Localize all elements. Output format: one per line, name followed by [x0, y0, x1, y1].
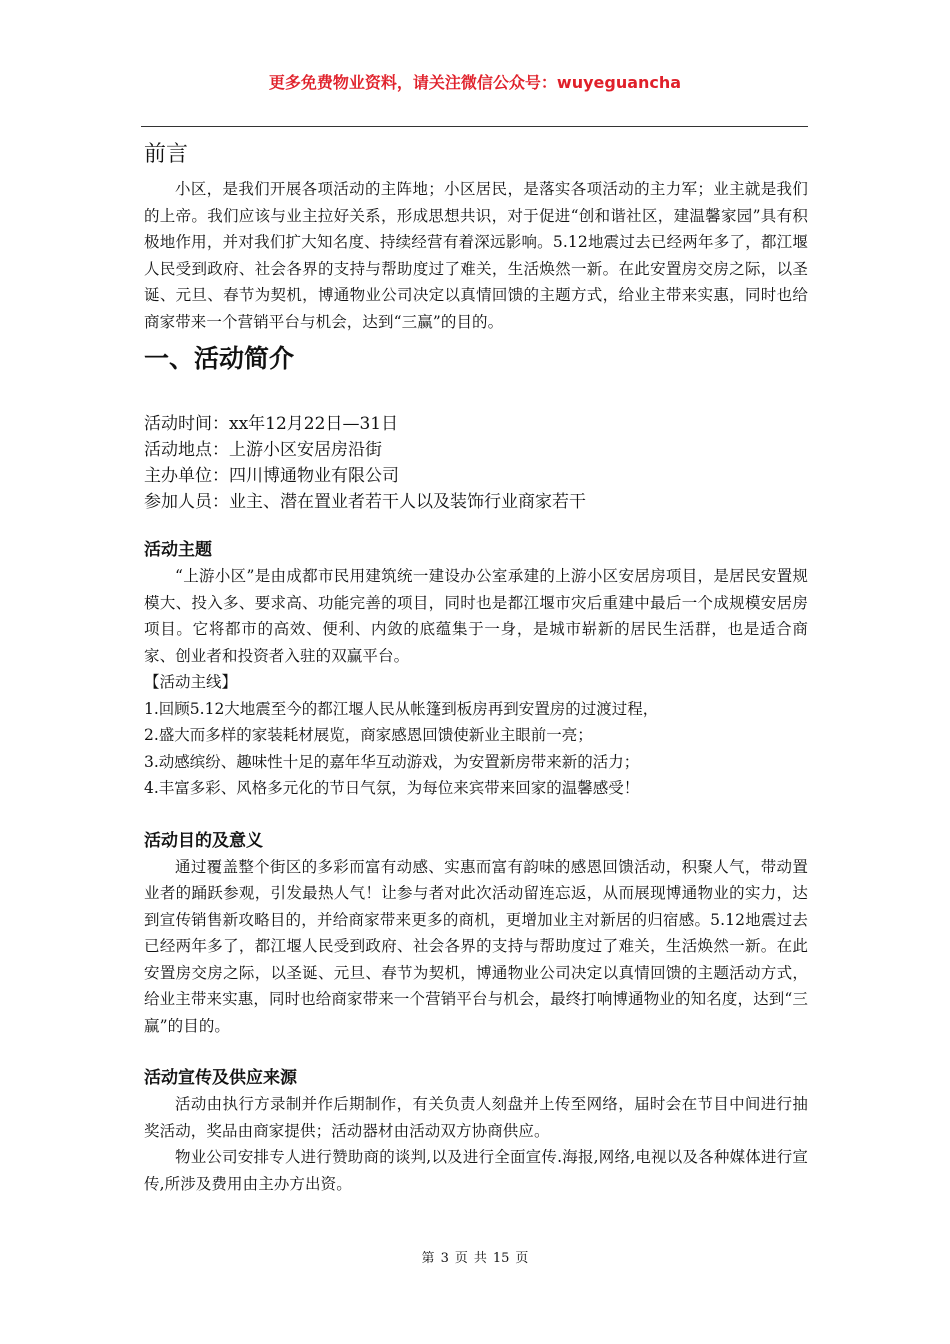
header-divider	[141, 126, 808, 127]
info-location: 活动地点：上游小区安居房沿街	[144, 440, 382, 460]
theme-heading: 活动主题	[144, 540, 212, 560]
mainline-item: 3.动感缤纷、趣味性十足的嘉年华互动游戏，为安置新房带来新的活力；	[144, 752, 640, 771]
purpose-heading: 活动目的及意义	[144, 830, 263, 851]
promotion-paragraph-2: 物业公司安排专人进行赞助商的谈判,以及进行全面宣传.海报,网络,电视以及各种媒体进行宣传,所涉及费用由主办方出资。	[144, 1148, 808, 1193]
mainline-label: 【活动主线】	[144, 673, 238, 691]
preface-paragraph: 小区，是我们开展各项活动的主阵地；小区居民，是落实各项活动的主力军；业主就是我们的上帝。我们应该与业主拉好关系，形成思想共识，对于促进“创和谐社区，建温馨家园”具有积极地作用，并对我们扩大知名度、持续经营有着深远影响。5.12地震过去已经两年多了，都江堰人民受到政府、社会各界的支持与帮助度过了难关，生活焕然一新。在此安置房交房之际，以圣诞、元旦、春节为契机，博通物业公司决定以真情回馈的主题方式，给业主带来实惠，同时也给商家带来一个营销平台与机会，达到“三赢”的目的。	[144, 180, 808, 331]
page-footer	[0, 1247, 950, 1266]
info-time: 活动时间：xx年12月22日—31日	[144, 414, 399, 434]
info-organizer: 主办单位：四川博通物业有限公司	[144, 466, 399, 486]
promotion-paragraph-1: 活动由执行方录制并作后期制作，有关负责人刻盘并上传至网络，届时会在节目中间进行抽奖活动，奖品由商家提供；活动器材由活动双方协商供应。	[144, 1095, 808, 1140]
mainline-item: 2.盛大而多样的家装耗材展览，商家感恩回馈使新业主眼前一亮；	[144, 726, 593, 744]
footer-page-number: 3	[440, 1251, 449, 1266]
footer-page-word: 页	[454, 1251, 468, 1266]
footer-total-word: 共	[473, 1251, 487, 1266]
page-content	[144, 138, 808, 1197]
mainline-item: 1.回顾5.12大地震至今的都江堰人民从帐篷到板房再到安置房的过渡过程，	[144, 699, 659, 718]
info-participants: 参加人员：业主、潜在置业者若干人以及装饰行业商家若干	[144, 492, 586, 512]
footer-total-pages: 15	[492, 1251, 510, 1266]
header-promo-note: 更多免费物业资料，请关注微信公众号：wuyeguancha	[268, 73, 682, 92]
section-heading-intro: 一、活动简介	[144, 344, 295, 373]
footer-suffix: 页	[515, 1251, 529, 1266]
promotion-heading: 活动宣传及供应来源	[144, 1068, 297, 1088]
theme-paragraph: “上游小区”是由成都市民用建筑统一建设办公室承建的上游小区安居房项目，是居民安置规模大、投入多、要求高、功能完善的项目，同时也是都江堰市灾后重建中最后一个成规模安居房项目。它将都市的高效、便利、内敛的底蕴集于一身，是城市崭新的居民生活群，也是适合商家、创业者和投资者入驻的双赢平台。	[144, 567, 808, 665]
purpose-paragraph: 通过覆盖整个街区的多彩而富有动感、实惠而富有韵味的感恩回馈活动，积聚人气，带动置业者的踊跃参观，引发最热人气！让参与者对此次活动留连忘返，从而展现博通物业的实力，达到宣传销售新攻略目的，并给商家带来更多的商机，更增加业主对新居的归宿感。5.12地震过去已经两年多了，都江堰人民受到政府、社会各界的支持与帮助度过了难关，生活焕然一新。在此安置房交房之际，以圣诞、元旦、春节为契机，博通物业公司决定以真情回馈的主题活动方式，给业主带来实惠，同时也给商家带来一个营销平台与机会，最终打响博通物业的知名度，达到“三赢”的目的。	[144, 857, 808, 1035]
preface-heading: 前言	[144, 142, 189, 167]
mainline-item: 4.丰富多彩、风格多元化的节日气氛，为每位来宾带来回家的温馨感受！	[144, 779, 640, 797]
footer-prefix: 第	[421, 1251, 435, 1266]
